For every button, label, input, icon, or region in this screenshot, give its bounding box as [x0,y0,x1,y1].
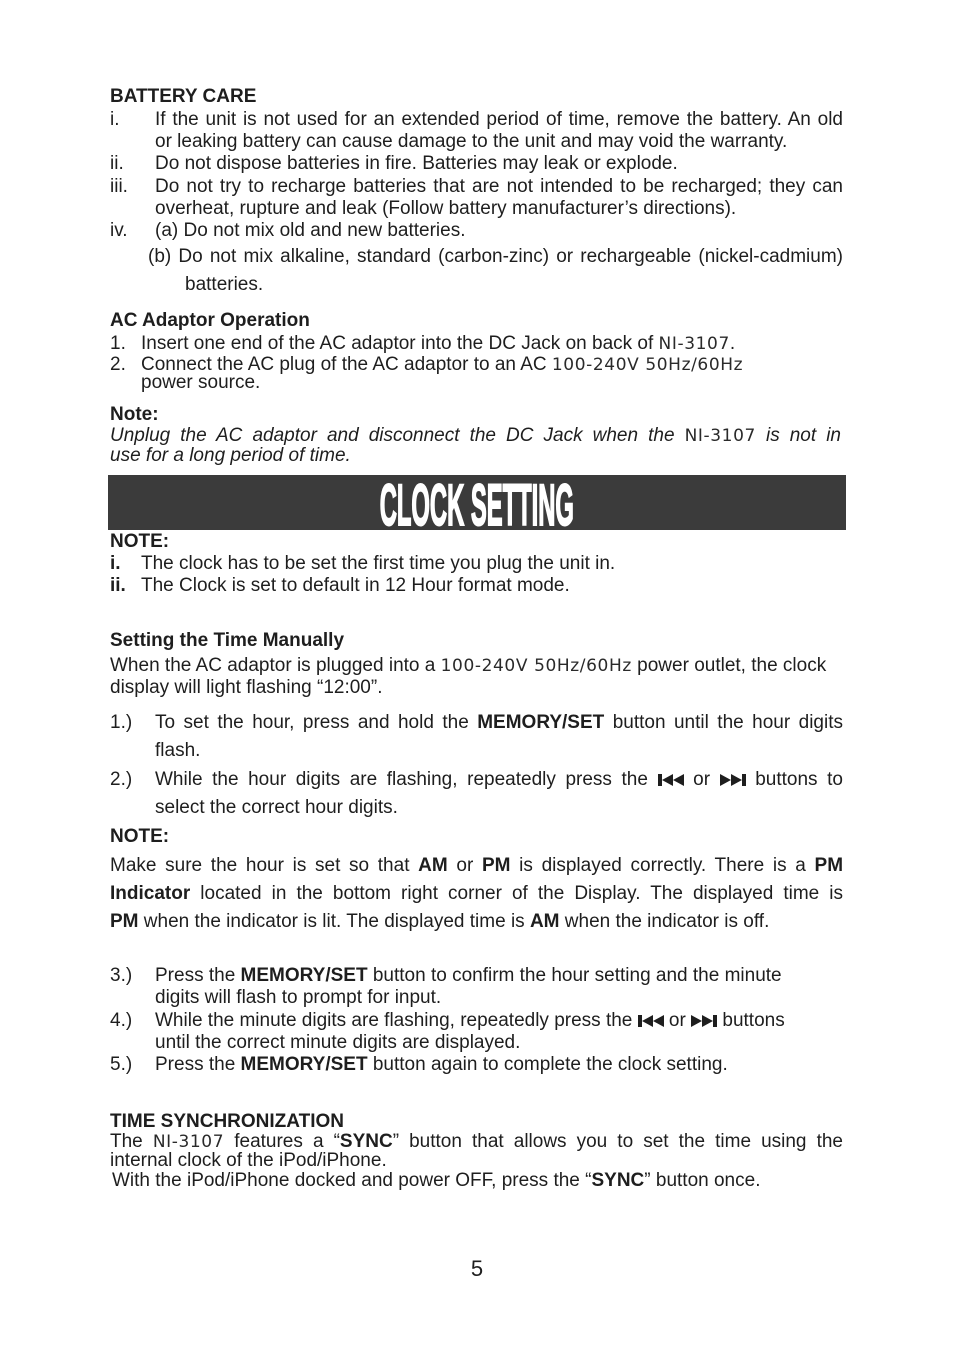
am-label: AM [418,855,448,876]
manual-intro-a: When the AC adaptor is plugged into a [110,655,441,676]
clock-note-heading: NOTE: [110,531,170,552]
manual-step-5-b: button again to complete the clock setting. [367,1054,728,1075]
manual-intro-line-2: display will light flashing “12:00”. [110,677,383,698]
note-line-2: use for a long period of time. [110,445,351,466]
manual-note-line-2 [110,883,843,905]
note-line-1-b: is not in [755,425,841,446]
manual-step-1-line-2: flash. [155,740,201,761]
clock-note-2-text: The Clock is set to default in 12 Hour format mode. [141,575,570,596]
manual-step-4-a: While the minute digits are flashing, repeatedly press the [155,1010,638,1031]
clock-note-2-marker: ii. [110,575,126,596]
manual-step-3-a: Press the [155,965,241,986]
manual-note-3-a: when the indicator is lit. The displayed time is [138,911,530,932]
time-sync-1-b: features a “ [224,1131,340,1152]
memory-set-label: MEMORY/SET [477,712,605,733]
manual-step-5-line-1 [155,1054,728,1076]
manual-step-2-line-1 [155,769,843,791]
manual-step-2-b: buttons to [745,769,843,790]
manual-step-4-line-2: until the correct minute digits are displayed. [155,1032,521,1053]
battery-item-4-marker: iv. [110,220,128,241]
manual-note-heading: NOTE: [110,826,170,847]
manual-step-1-line-1 [155,712,843,734]
section-title: CLOCK SETTING [379,475,575,530]
battery-item-2-line-1: Do not dispose batteries in fire. Batteries may leak or explode. [155,153,678,174]
ac-step-2-continuation: power source. [141,372,261,393]
manual-step-5-a: Press the [155,1054,241,1075]
next-track-icon [720,774,746,786]
time-sync-line-2: internal clock of the iPod/iPhone. [110,1150,387,1171]
clock-note-1-text: The clock has to be set the first time you plug the unit in. [141,553,616,574]
battery-item-3-line-1: Do not try to recharge batteries that are not intended to be recharged; they can [155,176,843,197]
pm-label: PM [814,855,843,876]
sync-label: SYNC [591,1170,645,1191]
manual-step-4-marker: 4.) [110,1010,133,1031]
battery-item-1-line-1: If the unit is not used for an extended period of time, remove the battery. An old [155,109,843,130]
battery-item-1-marker: i. [110,109,120,130]
model-number: NI-3107 [684,426,756,446]
previous-track-icon [638,1015,664,1027]
time-sync-1-a: The [110,1131,153,1152]
manual-step-3-line-1 [155,965,782,987]
time-sync-3-b: ” button once. [644,1170,761,1191]
manual-step-4-or: or [663,1010,692,1031]
manual-note-line-3 [110,911,769,933]
note-line-1 [110,425,841,447]
page-number: 5 [470,1256,484,1281]
manual-step-2-line-2: select the correct hour digits. [155,797,398,818]
power-spec: 100-240V 50Hz/60Hz [440,656,632,676]
battery-item-3-marker: iii. [110,176,128,197]
manual-note-1-c: is displayed correctly. There is a [510,855,815,876]
manual-step-5-marker: 5.) [110,1054,133,1075]
manual-step-1-marker: 1.) [110,712,133,733]
battery-item-4-line-b: (b) Do not mix alkaline, standard (carbon-zinc) or rechargeable (nickel-cadmium) [148,246,843,267]
time-sync-heading: TIME SYNCHRONIZATION [110,1111,344,1132]
pm-label: PM [110,911,139,932]
next-track-icon [691,1015,717,1027]
model-number: NI-3107 [658,334,730,354]
manual-step-4-b: buttons [717,1010,785,1031]
battery-item-2-marker: ii. [110,153,124,174]
manual-step-1-a: To set the hour, press and hold the [155,712,478,733]
clock-note-1-marker: i. [110,553,121,574]
ac-adaptor-heading: AC Adaptor Operation [110,310,310,331]
battery-care-heading: BATTERY CARE [110,86,257,107]
ac-step-1-text [141,333,735,355]
memory-set-label: MEMORY/SET [240,965,368,986]
battery-item-4-line-b-cont: batteries. [185,274,264,295]
note-line-1-a: Unplug the AC adaptor and disconnect the DC Jack when the [110,425,685,446]
manual-step-4-line-1 [155,1010,785,1032]
time-sync-1-c: ” button that allows you to set the time using the [392,1131,843,1152]
note-heading: Note: [110,404,159,425]
manual-step-3-line-2: digits will flash to prompt for input. [155,987,442,1008]
manual-step-3-marker: 3.) [110,965,133,986]
ac-step-2-text-a: Connect the AC plug of the AC adaptor to an AC [141,354,552,375]
time-sync-3-a: With the iPod/iPhone docked and power OFF, press the “ [112,1170,592,1191]
time-sync-line-3 [112,1170,760,1192]
manual-step-2-marker: 2.) [110,769,133,790]
battery-item-4-line-a: (a) Do not mix old and new batteries. [155,220,466,241]
am-label: AM [529,911,560,932]
manual-step-2-or: or [683,769,720,790]
manual-intro-b: power outlet, the clock [631,655,827,676]
indicator-label: Indicator [110,883,191,904]
manual-step-3-b: button to confirm the hour setting and the minute [367,965,782,986]
previous-track-icon [658,774,684,786]
battery-item-1-line-2: or leaking battery can cause damage to the unit and may void the warranty. [155,131,788,152]
sync-label: SYNC [339,1131,393,1152]
manual-intro-line-1 [110,655,826,677]
manual-note-3-b: when the indicator is off. [559,911,770,932]
memory-set-label: MEMORY/SET [240,1054,368,1075]
manual-note-2-a: located in the bottom right corner of the Display. The displayed time is [190,883,843,904]
ac-step-1-marker: 1. [110,333,126,354]
section-banner [108,475,846,530]
battery-item-3-line-2: overheat, rupture and leak (Follow battery manufacturer’s directions). [155,198,737,219]
manual-step-2-a: While the hour digits are flashing, repeatedly press the [155,769,658,790]
power-spec: 100-240V 50Hz/60Hz [551,355,744,375]
manual-setting-heading: Setting the Time Manually [110,630,345,651]
ac-step-1-text-end: . [729,333,736,354]
ac-step-1-text-a: Insert one end of the AC adaptor into the DC Jack on back of [141,333,659,354]
manual-note-1-a: Make sure the hour is set so that [110,855,419,876]
ac-step-2-marker: 2. [110,354,126,375]
manual-step-1-b: button until the hour digits [604,712,843,733]
banner-title-wrap [108,477,846,530]
model-number: NI-3107 [152,1132,225,1152]
pm-label: PM [481,855,511,876]
manual-note-line-1 [110,855,843,877]
manual-note-1-b: or [447,855,482,876]
